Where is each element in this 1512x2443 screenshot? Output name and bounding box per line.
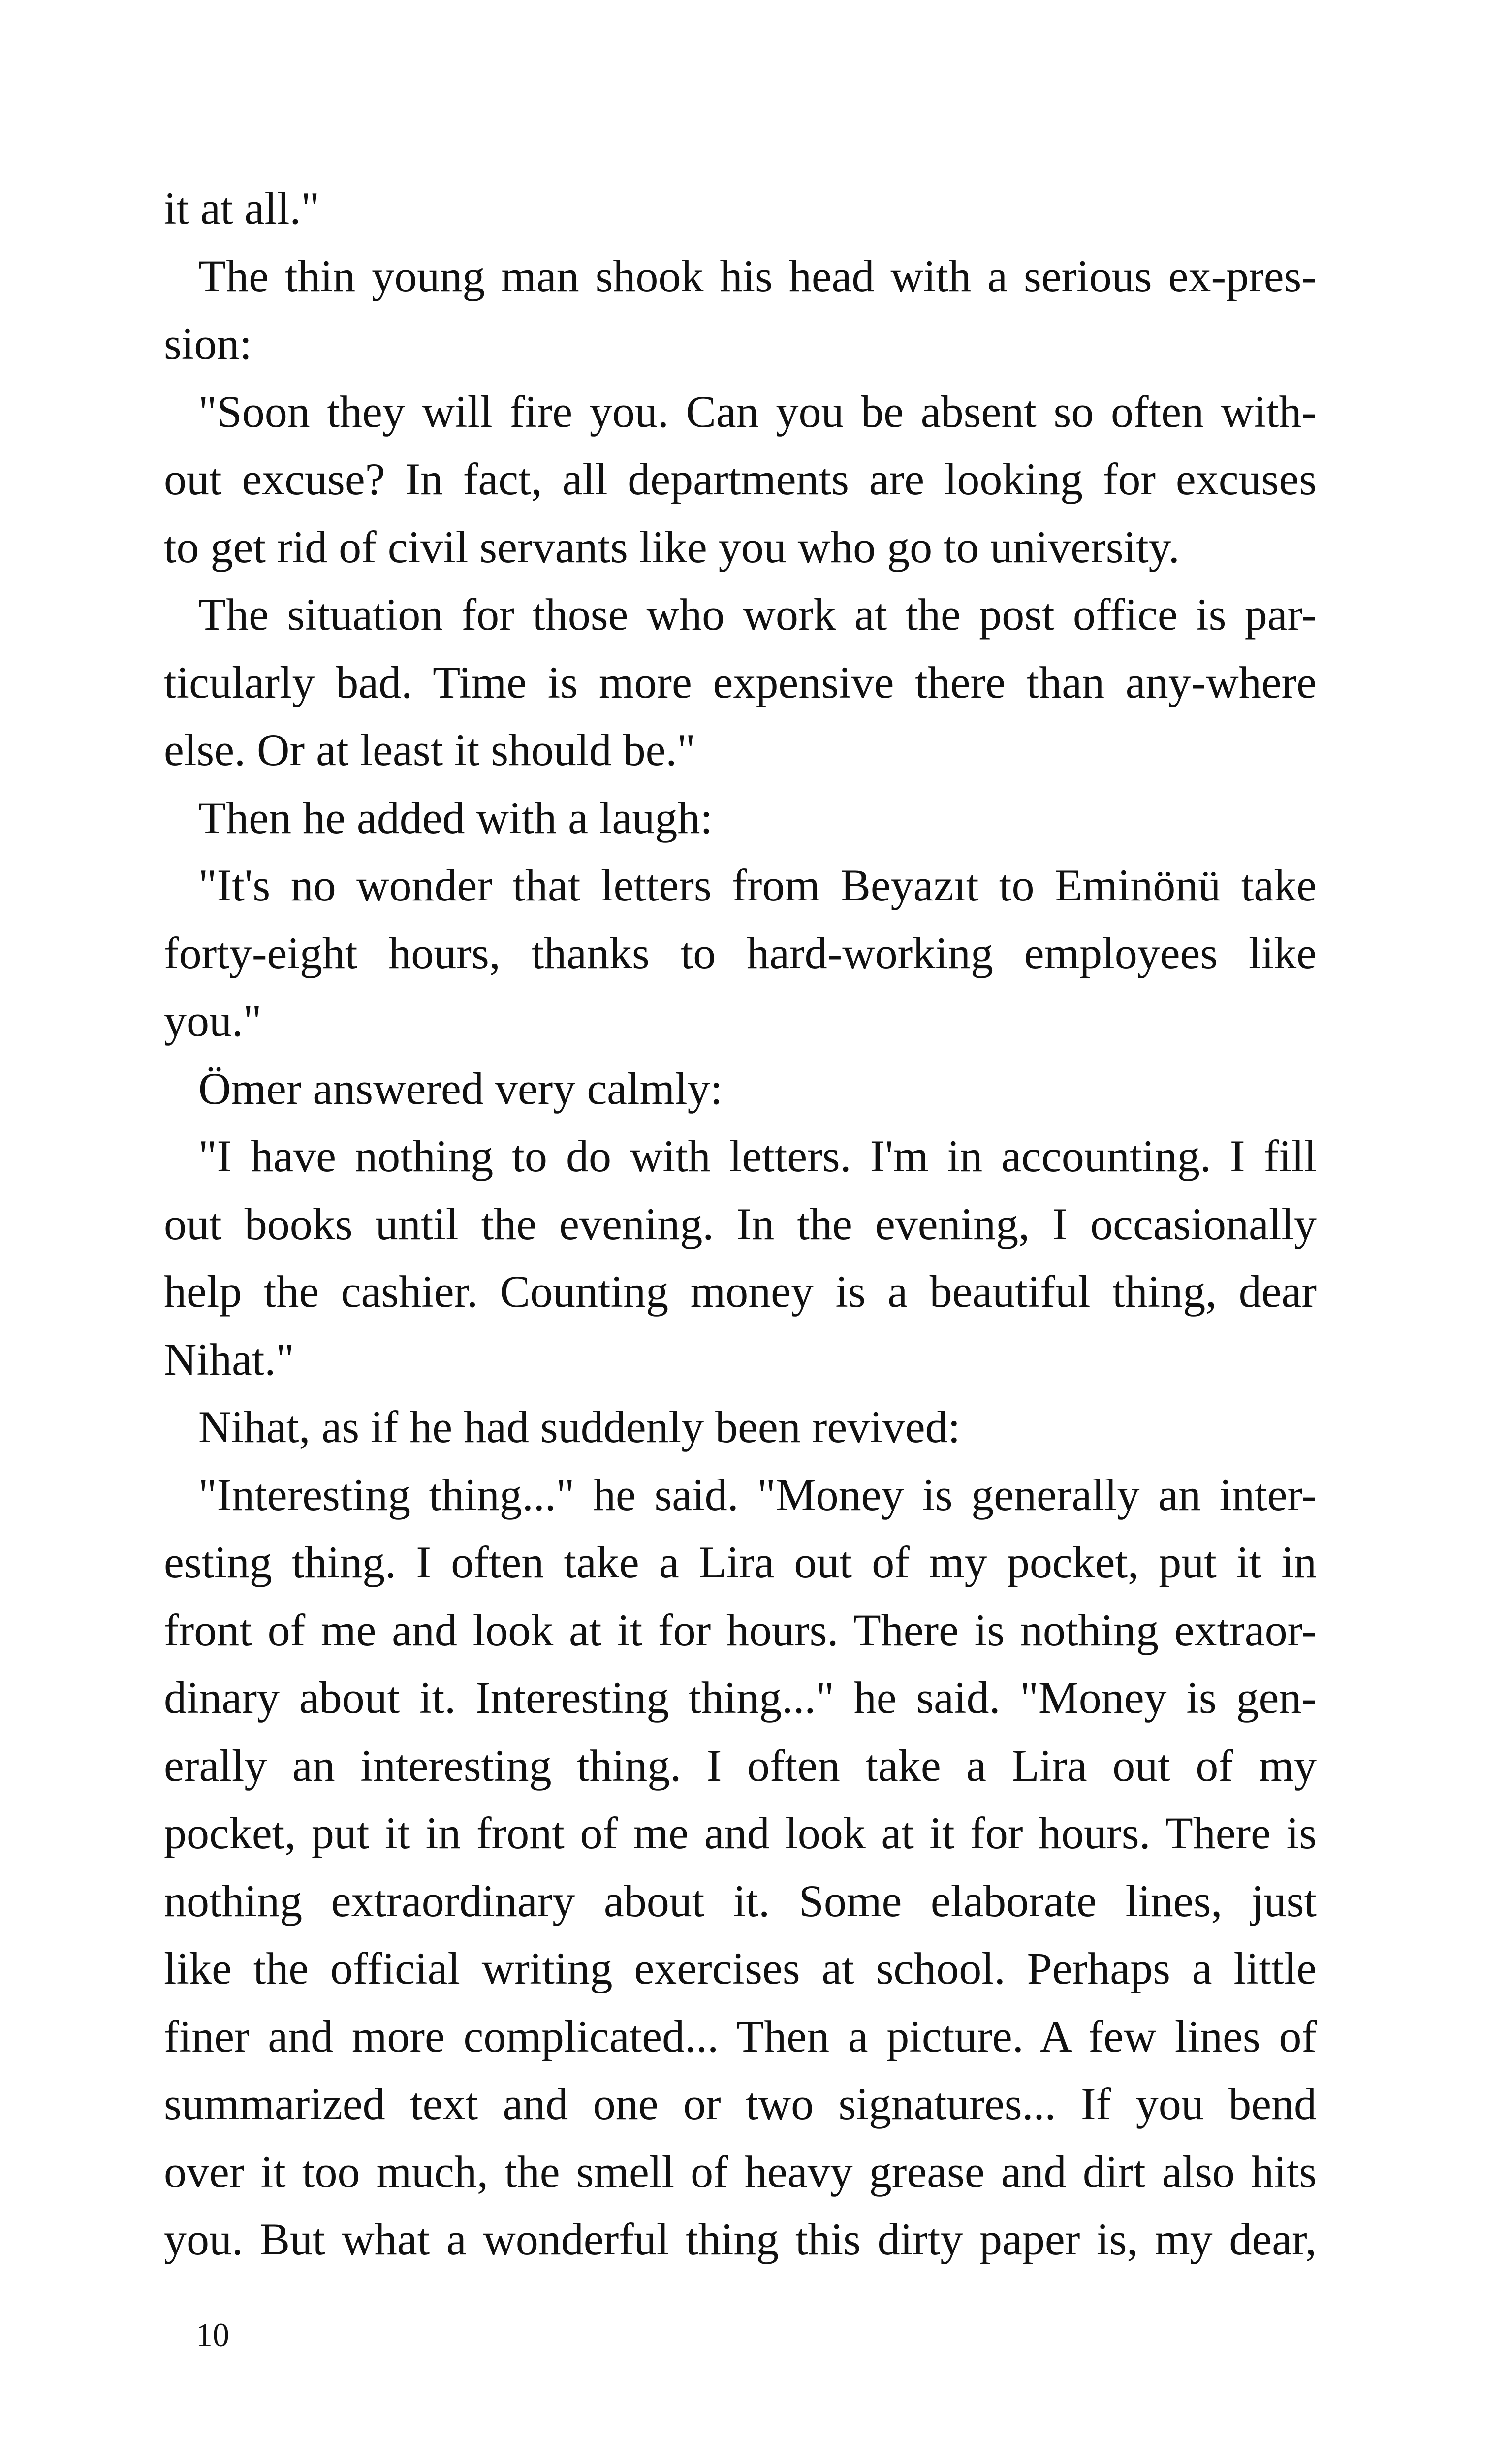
- text-line: sion:: [164, 319, 252, 369]
- body-text: [164, 175, 1317, 2274]
- text-line: finer and more complicated... Then a picture. A few lines of: [164, 2011, 1317, 2061]
- text-line: "Soon they will fire you. Can you be absent so often with-: [198, 386, 1317, 437]
- text-line: The situation for those who work at the post office is par-: [198, 589, 1317, 640]
- text-line: erally an interesting thing. I often take a Lira out of my: [164, 1740, 1317, 1791]
- page-number: 10: [196, 2316, 229, 2353]
- text-line: "Interesting thing..." he said. "Money is generally an inter-: [198, 1469, 1317, 1520]
- text-line: to get rid of civil servants like you who go to university.: [164, 521, 1180, 572]
- text-line: The thin young man shook his head with a serious ex-pres-: [198, 251, 1317, 301]
- text-line: Nihat.": [164, 1334, 294, 1384]
- text-line: out books until the evening. In the evening, I occasionally: [164, 1198, 1317, 1249]
- text-line: Ömer answered very calmly:: [198, 1063, 723, 1114]
- text-line: nothing extraordinary about it. Some elaborate lines, just: [164, 1875, 1317, 1926]
- text-line: Then he added with a laugh:: [198, 792, 713, 843]
- text-line: out excuse? In fact, all departments are looking for excuses: [164, 454, 1317, 504]
- text-line: over it too much, the smell of heavy grease and dirt also hits: [164, 2146, 1317, 2197]
- text-line: dinary about it. Interesting thing..." he said. "Money is gen-: [164, 1672, 1317, 1723]
- text-line: it at all.": [164, 183, 320, 233]
- text-line: "I have nothing to do with letters. I'm in accounting. I fill: [198, 1131, 1317, 1181]
- text-line: like the official writing exercises at school. Perhaps a little: [164, 1943, 1317, 1993]
- text-line: esting thing. I often take a Lira out of my pocket, put it in: [164, 1537, 1317, 1587]
- text-line: pocket, put it in front of me and look at it for hours. There is: [164, 1808, 1317, 1858]
- text-line: summarized text and one or two signatures... If you bend: [164, 2079, 1317, 2129]
- text-line: else. Or at least it should be.": [164, 725, 695, 775]
- text-line: forty-eight hours, thanks to hard-working employees like: [164, 928, 1317, 978]
- text-line: front of me and look at it for hours. There is nothing extraor-: [164, 1605, 1317, 1655]
- text-line: you. But what a wonderful thing this dirty paper is, my dear,: [164, 2214, 1317, 2264]
- text-line: you.": [164, 996, 262, 1046]
- text-line: ticularly bad. Time is more expensive there than any-where: [164, 657, 1317, 707]
- text-line: Nihat, as if he had suddenly been revived:: [198, 1402, 961, 1452]
- text-line: help the cashier. Counting money is a beautiful thing, dear: [164, 1266, 1317, 1317]
- text-line: "It's no wonder that letters from Beyazıt to Eminönü take: [198, 860, 1317, 910]
